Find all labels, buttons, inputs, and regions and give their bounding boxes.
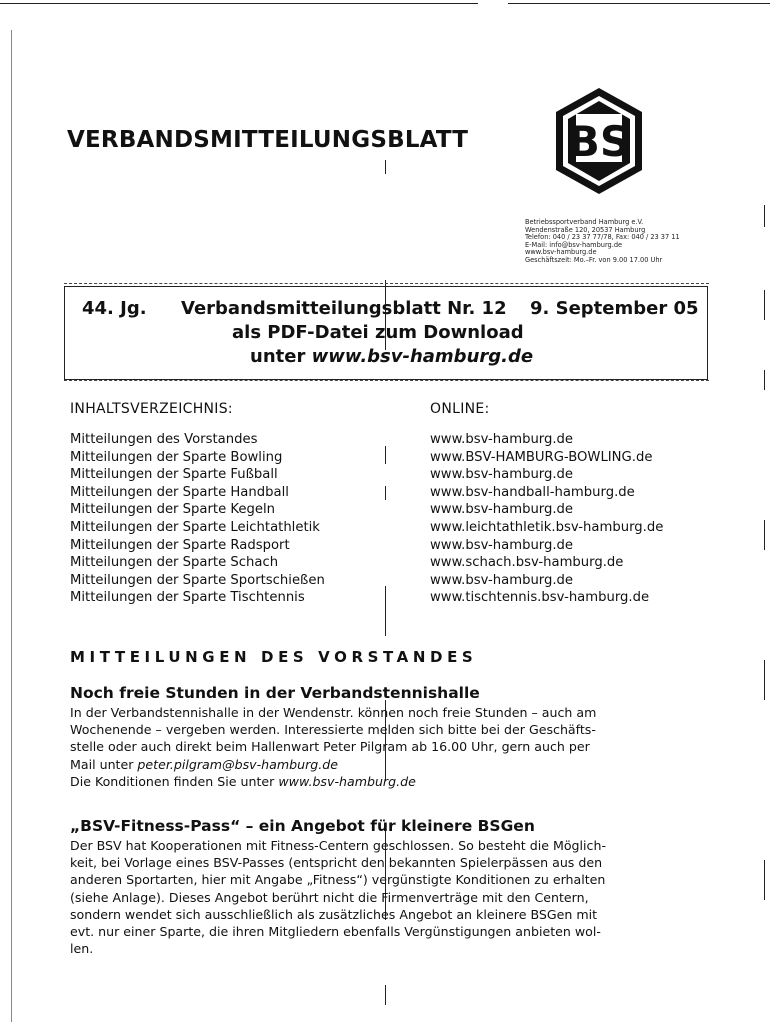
column-marker <box>385 446 386 464</box>
issue-year: 44. Jg. <box>82 298 147 319</box>
article-line <box>70 756 702 773</box>
dashed-rule <box>64 283 709 284</box>
article-line: Der BSV hat Kooperationen mit Fitness-Centern geschlossen. So besteht die Möglich- <box>70 838 606 853</box>
section-title: MITTEILUNGEN DES VORSTANDES <box>70 648 478 666</box>
issue-name: Verbandsmitteilungsblatt Nr. 12 <box>181 298 507 319</box>
top-rule <box>0 3 478 4</box>
online-link[interactable]: www.bsv-hamburg.de <box>430 537 574 553</box>
column-marker <box>385 985 386 1005</box>
edge-tick <box>764 860 765 900</box>
online-link[interactable]: www.schach.bsv-hamburg.de <box>430 555 624 571</box>
top-rule <box>508 3 770 4</box>
article-body <box>70 837 702 957</box>
address-block <box>525 219 680 265</box>
column-marker <box>385 586 386 636</box>
issue-date: 9. September 05 <box>530 298 699 319</box>
online-link[interactable]: www.bsv-hamburg.de <box>430 572 574 588</box>
edge-tick <box>764 520 765 550</box>
toc-item[interactable]: Mitteilungen der Sparte Radsport <box>70 537 290 553</box>
issue-url-prefix: unter <box>250 346 312 367</box>
bsv-logo-icon <box>554 86 644 196</box>
toc-item[interactable]: Mitteilungen der Sparte Bowling <box>70 449 283 465</box>
address-line: Geschäftszeit: Mo.–Fr. von 9.00 17.00 Uhr <box>525 255 663 264</box>
article-line: sondern wendet sich ausschließlich als zusätzliches Angebot an kleinere BSGen mit <box>70 906 598 922</box>
online-heading: ONLINE: <box>430 401 490 417</box>
toc-item[interactable]: Mitteilungen der Sparte Sportschießen <box>70 572 325 588</box>
toc-item[interactable]: Mitteilungen der Sparte Leichtathletik <box>70 519 320 535</box>
email-link[interactable]: peter.pilgram@bsv-hamburg.de <box>137 756 339 772</box>
toc-heading: INHALTSVERZEICHNIS: <box>70 401 233 417</box>
edge-tick <box>764 660 765 700</box>
toc-list <box>70 431 325 607</box>
article-line: In der Verbandstennishalle in der Wendenstr. können noch freie Stunden – auch am <box>70 705 597 720</box>
address-line: Wendenstraße 120, 20537 Hamburg <box>525 225 646 234</box>
issue-download-line: als PDF-Datei zum Download <box>232 322 524 343</box>
issue-url-line <box>250 346 533 367</box>
logo-letters: BS <box>567 117 631 166</box>
issue-url-link[interactable]: www.bsv-hamburg.de <box>311 346 534 367</box>
dashed-rule <box>64 380 709 381</box>
toc-item[interactable]: Mitteilungen der Sparte Fußball <box>70 467 278 483</box>
article-title: Noch freie Stunden in der Verbandstennishalle <box>70 684 480 702</box>
article-body <box>70 704 702 790</box>
article-line: len. <box>70 941 94 957</box>
online-link[interactable]: www.bsv-hamburg.de <box>430 502 574 518</box>
article-title: „BSV-Fitness-Pass“ – ein Angebot für kleinere BSGen <box>70 817 535 835</box>
edge-tick <box>764 205 765 227</box>
article-line: keit, bei Vorlage eines BSV-Passes (entspricht den bekannten Spielerpässen aus den <box>70 855 603 871</box>
column-marker <box>385 160 386 174</box>
address-line[interactable]: www.bsv-hamburg.de <box>525 248 597 257</box>
toc-item[interactable]: Mitteilungen der Sparte Kegeln <box>70 502 276 518</box>
website-link[interactable]: www.bsv-hamburg.de <box>278 773 416 789</box>
masthead-title: VERBANDSMITTEILUNGSBLATT <box>67 127 469 153</box>
article-text: Mail unter <box>70 756 138 772</box>
article-line: Wochenende – vergeben werden. Interessierte melden sich bitte bei der Geschäfts- <box>70 722 596 738</box>
toc-item[interactable]: Mitteilungen der Sparte Tischtennis <box>70 590 305 606</box>
edge-tick <box>764 290 765 320</box>
column-marker <box>385 486 386 500</box>
toc-item[interactable]: Mitteilungen der Sparte Handball <box>70 484 289 500</box>
online-link[interactable]: www.tischtennis.bsv-hamburg.de <box>430 590 650 606</box>
online-link[interactable]: www.bsv-hamburg.de <box>430 432 574 447</box>
address-line: Telefon: 040 / 23 37 77/78, Fax: 040 / 23 37 11 <box>525 233 680 242</box>
online-link[interactable]: www.BSV-HAMBURG-BOWLING.de <box>430 449 653 465</box>
article-line: stelle oder auch direkt beim Hallenwart Peter Pilgram ab 16.00 Uhr, gern auch per <box>70 739 590 755</box>
online-list <box>430 431 663 607</box>
article-text: Die Konditionen finden Sie unter <box>70 773 279 789</box>
article-line: anderen Sportarten, hier mit Angabe „Fitness“) vergünstigte Konditionen zu erhalten <box>70 872 606 888</box>
page-edge-line <box>11 30 12 1022</box>
online-link[interactable]: www.bsv-hamburg.de <box>430 467 574 483</box>
toc-item[interactable]: Mitteilungen des Vorstandes <box>70 432 258 447</box>
online-link[interactable]: www.leichtathletik.bsv-hamburg.de <box>430 519 664 535</box>
toc-item[interactable]: Mitteilungen der Sparte Schach <box>70 555 279 571</box>
article-line <box>70 773 702 790</box>
online-link[interactable]: www.bsv-handball-hamburg.de <box>430 484 635 500</box>
article-line: evt. nur einer Sparte, die ihren Mitgliedern ebenfalls Vergünstigungen anbieten wol- <box>70 924 601 940</box>
address-line: Betriebssportverband Hamburg e.V. <box>525 218 644 226</box>
address-line[interactable]: E-Mail: info@bsv-hamburg.de <box>525 240 623 249</box>
edge-tick <box>764 370 765 390</box>
article-line: (siehe Anlage). Dieses Angebot berührt nicht die Firmenverträge mit den Centern, <box>70 889 589 905</box>
